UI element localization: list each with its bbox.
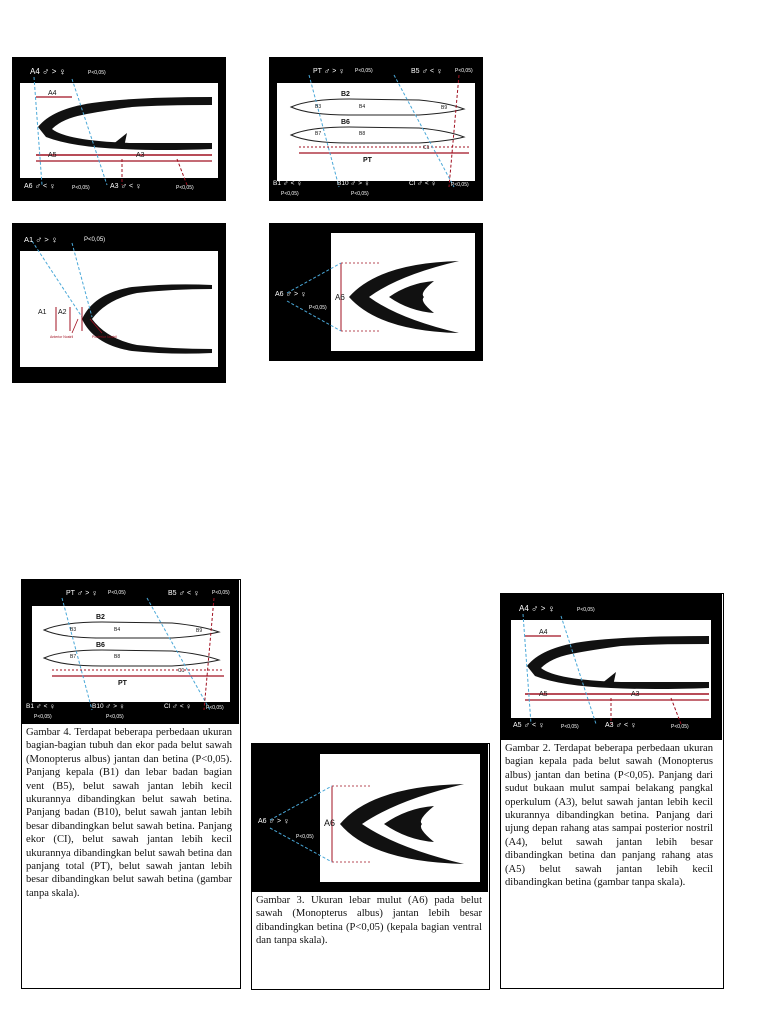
p-value-a6: P<0,05) <box>296 834 314 840</box>
label-a3-bottom: A3 ♂ < ♀ <box>110 181 142 191</box>
p-value-a1: P<0,05) <box>84 237 106 243</box>
label-b2: B2 <box>341 91 350 98</box>
label-b7: B7 <box>315 131 322 137</box>
p-value-a6-inner: P<0,05) <box>309 305 327 311</box>
label-a4-inner: A4 <box>539 629 548 636</box>
figure-2-caption <box>505 742 713 889</box>
label-b4: B4 <box>114 627 121 633</box>
figure-body-top <box>269 57 483 201</box>
label-a1-top: A1 ♂ > ♀ <box>24 235 58 245</box>
label-a3-inner: A3 <box>136 152 145 159</box>
label-b6: B6 <box>96 642 105 649</box>
figure-2 <box>500 593 724 989</box>
label-pt-top: PT ♂ > ♀ <box>66 588 98 598</box>
label-b8: B8 <box>114 654 121 660</box>
p-value-b10: P<0,05) <box>351 191 369 197</box>
p-value-a4: P<0,05) <box>577 607 595 613</box>
figure-4 <box>21 579 241 989</box>
label-cl-bottom: Cl ♂ < ♀ <box>409 179 437 188</box>
eel-head-lateral-illustration <box>12 57 226 201</box>
p-value-b10: P<0,05) <box>106 714 124 720</box>
label-cl-bottom: Cl ♂ < ♀ <box>164 702 192 711</box>
label-b3: B3 <box>70 627 77 633</box>
label-a3-bottom: A3 ♂ < ♀ <box>605 720 637 730</box>
label-a6-bottom: A6 ♂ < ♀ <box>24 181 56 191</box>
label-b5-top: B5 ♂ < ♀ <box>168 588 200 598</box>
label-posterior-nostril: Posterior Nostril <box>92 335 117 339</box>
p-value-pt: P<0,05) <box>355 68 373 74</box>
label-b1-bottom: B1 ♂ < ♀ <box>26 702 56 711</box>
label-b4: B4 <box>359 104 366 110</box>
caption-body: Ukuran lebar mulut (A6) pada belut sawah (Monopterus albus) jantan lebih besar dibandingkan betina (P<0,05) (kepala bagian ventral dan tanpa skala). <box>256 895 483 947</box>
figure-head-lateral-top <box>12 57 226 201</box>
label-a5-bottom: A5 ♂ < ♀ <box>513 720 545 730</box>
label-a2-inner: A2 <box>58 309 67 316</box>
p-value-a6: P<0,05) <box>72 185 90 191</box>
label-b1-bottom: B1 ♂ < ♀ <box>273 179 303 188</box>
label-a6-inner: A6 <box>335 293 345 302</box>
label-a5-inner: A5 <box>48 152 57 159</box>
p-value-a4: P<0,05) <box>88 70 106 76</box>
label-a4-top: A4 ♂ > ♀ <box>30 67 67 78</box>
eel-head-dorsal-illustration <box>12 223 226 383</box>
p-value-b5: P<0,05) <box>455 68 473 74</box>
figure-3-caption <box>256 894 482 948</box>
label-pt-inner: PT <box>118 680 127 687</box>
caption-body: Terdapat beberapa perbedaan ukuran bagian kepala pada belut sawah (Monopterus albus) jantan dan betina (P<0,05). Panjang dari sudut bukaan mulut sampai belakang pangkal operkulum (A3), belut sawah jantan lebih kecil ukurannya dibandingkan betina. Panjang dari ujung depan rahang atas sampai posterior nostril (A4), belut sawah jantan lebih besar dibandingkan betina dan panjang rahang atas (A5) belut sawah jantan lebih kecil dibandingkan betina (gambar tanpa skala). <box>505 743 714 889</box>
label-b9: B9 <box>441 105 448 111</box>
label-c1: C1 <box>423 145 430 151</box>
figure-mouth-width-top <box>269 223 483 361</box>
p-value-a5: P<0,05) <box>561 724 579 730</box>
label-b6: B6 <box>341 119 350 126</box>
label-b2: B2 <box>96 614 105 621</box>
label-a6-side: A6 ♂ > ♀ <box>258 816 290 826</box>
p-value-b1: P<0,05) <box>34 714 52 720</box>
label-pt-inner: PT <box>363 157 372 164</box>
caption-head: Gambar 4. <box>26 727 72 738</box>
figure-2-image <box>501 594 722 740</box>
p-value-b5: P<0,05) <box>212 590 230 596</box>
label-anterior-nostril: Anterior Nostril <box>50 335 74 339</box>
p-value-b1: P<0,05) <box>281 191 299 197</box>
caption-head: Gambar 2. <box>505 743 551 754</box>
label-b10-bottom: B10 ♂ > ♀ <box>92 702 125 711</box>
label-pt-top: PT ♂ > ♀ <box>313 66 345 76</box>
label-b9: B9 <box>196 628 203 634</box>
figure-head-dorsal-nostril <box>12 223 226 383</box>
p-value-a3: P<0,05) <box>176 185 194 191</box>
p-value-cl: P<0,05) <box>451 182 469 188</box>
label-a6-side: A6 ♂ > ♀ <box>275 289 307 299</box>
label-a4-inner: A4 <box>48 90 57 97</box>
p-value-a3: P<0,05) <box>671 724 689 730</box>
figure-4-image <box>22 580 239 724</box>
label-b8: B8 <box>359 131 366 137</box>
p-value-pt: P<0,05) <box>108 590 126 596</box>
p-value-cl: P<0,05) <box>206 705 224 711</box>
eel-head-lateral-illustration <box>501 594 722 740</box>
figure-3 <box>251 743 490 990</box>
label-b3: B3 <box>315 104 322 110</box>
caption-head: Gambar 3. <box>256 895 305 906</box>
label-a3-inner: A3 <box>631 691 640 698</box>
label-b5-top: B5 ♂ < ♀ <box>411 66 443 76</box>
label-a1-inner: A1 <box>38 309 47 316</box>
label-a5-inner: A5 <box>539 691 548 698</box>
figure-3-image <box>252 744 488 892</box>
label-a4-top: A4 ♂ > ♀ <box>519 604 556 615</box>
caption-body: Terdapat beberapa perbedaan ukuran bagian-bagian tubuh dan ekor pada belut sawah (Monopterus albus) jantan dan betina (P<0,05). Panjang kepala (B1) dan lebar badan bagian vent (B5), belut sawah jantan lebih kecil ukurannya dibandingkan belut sawah betina. Panjang badan (B10), belut sawah jantan lebih besar dibandingkan belut sawah betina. Panjang ekor (CI), belut sawah jantan lebih kecil ukurannya dibandingkan belut sawah betina dan panjang total (PT), belut sawah jantan lebih besar dibandingkan belut sawah betina (gambar tanpa skala). <box>26 727 233 899</box>
label-a6-inner: A6 <box>324 818 336 828</box>
label-b10-bottom: B10 ♂ > ♀ <box>337 179 370 188</box>
label-c1: C1 <box>178 668 185 674</box>
figure-4-caption <box>26 726 232 900</box>
label-b7: B7 <box>70 654 77 660</box>
